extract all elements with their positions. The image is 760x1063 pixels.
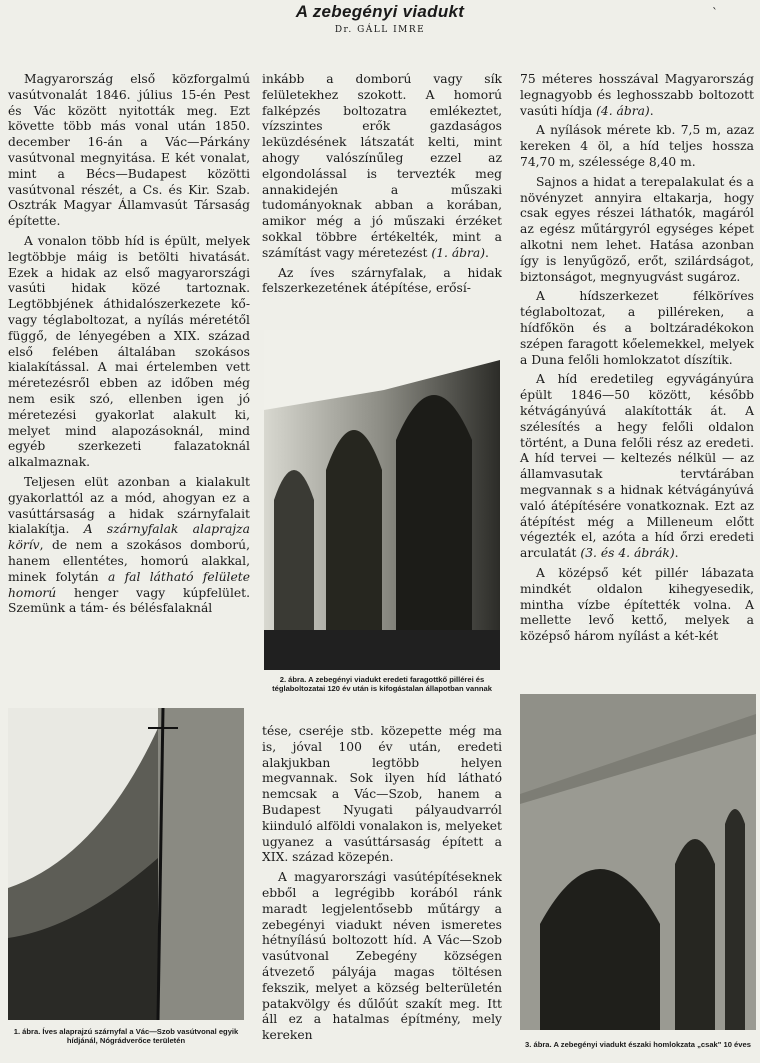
article-title: A zebegényi viadukt	[295, 2, 465, 21]
paragraph: A hídszerkezet félköríves téglaboltozat, a pilléreken, a hídfőkön és a boltzáradékokon szépen faragott kőelemekkel, melyek a Duna felőli homlokzatot díszítik.	[520, 289, 754, 367]
figure-3-photo	[520, 694, 756, 1030]
figure-1-caption: 1. ábra. Íves alaprajzú szárnyfal a Vác—Szob vasútvonal egyik hídjánál, Nógrádverőce területén	[13, 1027, 239, 1046]
paragraph: A magyarországi vasútépítéseknek ebből a legrégibb korából ránk maradt legjelentősebb műtárgy a zebegényi viadukt néven ismeretes hétnyílású boltozott híd. A Vác—Szob vasútvonal Zebegény községen átvezető pályája magas töltésen fekszik, melyet a község belterületén patakvölgy és dűlőút szakít meg. Itt áll ez a hatalmas építmény, mely kereken	[262, 870, 502, 1043]
emphasis: (1. ábra)	[431, 245, 486, 260]
paragraph: tése, cseréje stb. közepette még ma is, jóval 100 év után, eredeti alakjukban legtöbb helyen megvannak. Sok ilyen híd látható nemcsak a Vác—Szob, hanem a Budapest Nyugati pályaudvarról kiinduló alföldi vonalakon is, melyeket ugyanez a vasúttársaság épített a XIX. század közepén.	[262, 724, 502, 865]
paragraph: A vonalon több híd is épült, melyek legtöbbje máig is betölti hivatását. Ezek a hidak az első magyarországi vasúti hidak közé tartoznak. Legtöbbjének áthidalószerkezete kő- vagy téglaboltozat, a nyílás méretétől függő, de lényegében a XIX. század első felében általában szokásos kialakítással. A mai értelemben vett méretezésről ebben az időben még nem esik szó, ellenben igen jó méretezési gyakorlat alakult ki, melyet mind alapozásoknál, mind egyéb szerkezeti falazatoknál alkalmaznak.	[8, 233, 250, 470]
text-span: , de nem a szokásos domború, hanem ellentétes, homorú alakkal, minek folytán	[8, 538, 250, 584]
paragraph	[520, 372, 754, 562]
emphasis: (4. ábra)	[596, 103, 650, 118]
print-mark: `	[712, 6, 718, 20]
column-2-top	[262, 72, 502, 297]
column-3	[520, 72, 754, 645]
emphasis: (3. és 4. ábrák)	[580, 546, 675, 561]
figure-2-caption: 2. ábra. A zebegényi viadukt eredeti faragottkő pillérei és téglaboltozatai 120 év után is kifogástalan állapotban vannak	[272, 675, 492, 694]
paragraph	[520, 72, 754, 119]
paragraph: A középső két pillér lábazata mindkét oldalon kihegyesedik, mintha vízbe építették volna. A mellette levő kettő, melyek a középső három nyílást a két-két	[520, 565, 754, 644]
paragraph: Sajnos a hidat a terepalakulat és a növényzet annyira eltakarja, hogy csak egyes részei láthatók, magáról az egész műtárgyról egységes képet alkotni nem lehet. Hatása azonban így is lenyűgöző, erőt, szilárdságot, biztonságot, megnyugvást sugároz.	[520, 174, 754, 284]
figure-2-photo	[264, 330, 500, 670]
viaduct-arches-image	[264, 330, 500, 670]
emphasis: a fal látható felülete homorú	[8, 569, 250, 600]
paragraph: A nyílások mérete kb. 7,5 m, azaz kereken 4 öl, a híd teljes hossza 74,70 m, szélessége 8,40 m.	[520, 123, 754, 169]
north-facade-image	[520, 694, 756, 1030]
text-span: 75 méteres hosszával Magyarország legnagyobb és leghosszabb boltozott vasúti hídja	[520, 72, 754, 118]
text-span: A híd eredetileg egyvágányúra épült 1846—50 között, később kétvágányúvá alakították át. A szélesítés a hegy felőli oldalon történt, a Duna felőli rész az eredeti. A híd tervei — keltezés nélkül — az államvasutak tervtárában megvannak s a hidnak kétvágányúvá való átépítésére vonatkoznak. Ezt az átépítést még a Milleneum előtt végezték el, azóta a híd őrzi eredeti arculatát	[520, 372, 754, 561]
text-span: .	[649, 103, 654, 118]
text-span: Teljesen elüt azonban a kialakult gyakorlattól az a mód, ahogyan ez a vasúttársaság a hidak szárnyfalait kialakítja.	[8, 474, 250, 537]
paragraph: Magyarország első közforgalmú vasútvonalát 1846. július 15-én Pest és Vác között nyitották meg. Ezt követte több más vonal után 1850. december 16-án a Vác—Párkány vasútvonal megnyitása. E két vonalat, mint a Bécs—Budapest közötti vasútvonal részét, a Cs. és Kir. Szab. Osztrák Magyar Államvasút Társaság építette.	[8, 72, 250, 229]
text-span: .	[674, 546, 679, 561]
paragraph	[8, 475, 250, 617]
text-span: inkább a domború vagy sík felületekhez szokott. A homorú falképzés boltozatra emlékeztet, vízszintes erők gazdaságos leküzdésének látszatát kelti, mint ahogy valószínűleg ezzel az elgondolással is tervezték meg annakidején a műszaki tudományoknak abban a korában, amikor még a jó műszaki érzéket sokkal többre értékelték, mint a számítást vagy méretezést	[262, 72, 502, 260]
column-2-bottom	[262, 724, 502, 1044]
article-author: Dr. GÁLL IMRE	[334, 25, 426, 35]
wing-wall-image	[8, 708, 244, 1020]
paragraph	[262, 72, 502, 262]
column-1	[8, 72, 250, 617]
figure-1-photo	[8, 708, 244, 1020]
emphasis: A szárnyfalak alaprajza körív	[8, 522, 250, 553]
figure-3-caption: 3. ábra. A zebegényi viadukt északi homlokzata „csak" 10 éves	[525, 1040, 751, 1049]
paragraph: Az íves szárnyfalak, a hidak felszerkezetének átépítése, erősí-	[262, 265, 502, 296]
text-span: henger vagy kúpfelület. Szemünk a tám- és bélésfalaknál	[8, 585, 250, 616]
text-span: .	[485, 245, 489, 260]
